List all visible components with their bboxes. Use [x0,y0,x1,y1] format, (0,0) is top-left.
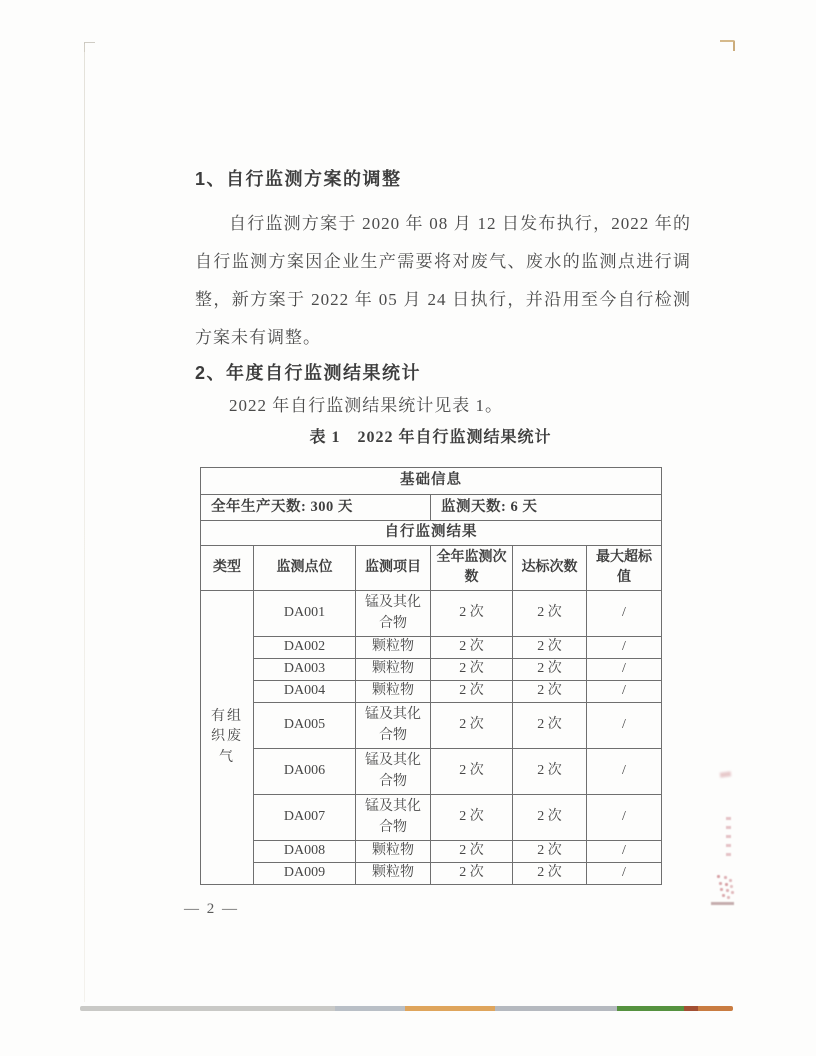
section-1-heading: 1、自行监测方案的调整 [195,169,402,189]
cell-annual-count: 2 次 [431,637,513,659]
cell-item: 颗粒物 [356,841,431,863]
stripe-segment [617,1006,684,1011]
cell-max-exceedance: / [587,703,662,749]
page-left-edge-line [84,44,85,1002]
stamp-mark-fragment [711,902,734,905]
production-days-cell: 全年生产天数: 300 天 [201,495,431,521]
table-row [201,841,662,863]
column-header-max-exceedance: 最大超标值 [587,546,662,591]
cell-point: DA006 [254,749,356,795]
cell-point: DA003 [254,659,356,681]
table-row-column-headers [201,546,662,591]
cell-compliant-count: 2 次 [513,749,587,795]
cell-annual-count: 2 次 [431,749,513,795]
stripe-segment [684,1006,698,1011]
monitoring-results-table [200,467,662,885]
cell-item: 锰及其化合物 [356,795,431,841]
stamp-mark-fragment [726,817,731,861]
cell-item: 锰及其化合物 [356,703,431,749]
stripe-segment [698,1006,733,1011]
cell-compliant-count: 2 次 [513,591,587,637]
cell-point: DA009 [254,863,356,885]
stamp-mark-fragment [713,873,734,901]
table-row [201,659,662,681]
cell-compliant-count: 2 次 [513,681,587,703]
cell-max-exceedance: / [587,863,662,885]
cell-max-exceedance: / [587,591,662,637]
cell-annual-count: 2 次 [431,841,513,863]
cell-max-exceedance: / [587,659,662,681]
cell-compliant-count: 2 次 [513,703,587,749]
table-caption: 表 1 2022 年自行监测结果统计 [309,429,552,446]
page-edge-stripe [80,1006,733,1011]
cell-item: 锰及其化合物 [356,591,431,637]
column-header-type: 类型 [201,546,254,591]
cell-max-exceedance: / [587,749,662,795]
type-group-cell: 有组织废气 [201,591,254,885]
table-row [201,863,662,885]
table-row [201,637,662,659]
cell-annual-count: 2 次 [431,795,513,841]
cell-annual-count: 2 次 [431,659,513,681]
scan-corner-mark-right [720,40,735,51]
section-2-heading: 2、年度自行监测结果统计 [195,363,422,383]
cell-point: DA004 [254,681,356,703]
cell-item: 颗粒物 [356,681,431,703]
cell-point: DA005 [254,703,356,749]
table-row [201,681,662,703]
cell-annual-count: 2 次 [431,681,513,703]
cell-annual-count: 2 次 [431,703,513,749]
column-header-compliant-count: 达标次数 [513,546,587,591]
cell-max-exceedance: / [587,681,662,703]
cell-item: 颗粒物 [356,863,431,885]
results-header-cell: 自行监测结果 [201,521,662,546]
cell-compliant-count: 2 次 [513,841,587,863]
column-header-item: 监测项目 [356,546,431,591]
column-header-annual-count: 全年监测次数 [431,546,513,591]
stripe-segment [495,1006,617,1011]
table-row [201,703,662,749]
cell-compliant-count: 2 次 [513,795,587,841]
cell-point: DA008 [254,841,356,863]
cell-compliant-count: 2 次 [513,637,587,659]
cell-max-exceedance: / [587,795,662,841]
scan-corner-mark-left [84,42,95,52]
section-1-paragraph: 自行监测方案于 2020 年 08 月 12 日发布执行，2022 年的自行监测方案因企业生产需要将对废气、废水的监测点进行调整，新方案于 2022 年 05 月 24 日执行，并沿用至今自行检测方案未有调整。 [195,214,691,347]
page-number: — 2 — [184,901,239,917]
table-row [201,591,662,637]
cell-max-exceedance: / [587,841,662,863]
stripe-segment [405,1006,495,1011]
cell-point: DA007 [254,795,356,841]
cell-point: DA002 [254,637,356,659]
cell-annual-count: 2 次 [431,863,513,885]
cell-compliant-count: 2 次 [513,863,587,885]
basic-info-header-cell: 基础信息 [201,468,662,495]
section-2-paragraph: 2022 年自行监测结果统计见表 1。 [229,396,503,415]
cell-max-exceedance: / [587,637,662,659]
stripe-segment [335,1006,405,1011]
table-row-basic-info [201,468,662,495]
table-row-results-header [201,521,662,546]
table-row [201,749,662,795]
cell-item: 颗粒物 [356,637,431,659]
stamp-mark-fragment [720,771,732,777]
cell-item: 锰及其化合物 [356,749,431,795]
table-row-days [201,495,662,521]
cell-item: 颗粒物 [356,659,431,681]
cell-point: DA001 [254,591,356,637]
monitoring-days-cell: 监测天数: 6 天 [431,495,662,521]
cell-compliant-count: 2 次 [513,659,587,681]
cell-annual-count: 2 次 [431,591,513,637]
stripe-segment [80,1006,335,1011]
column-header-point: 监测点位 [254,546,356,591]
table-row [201,795,662,841]
